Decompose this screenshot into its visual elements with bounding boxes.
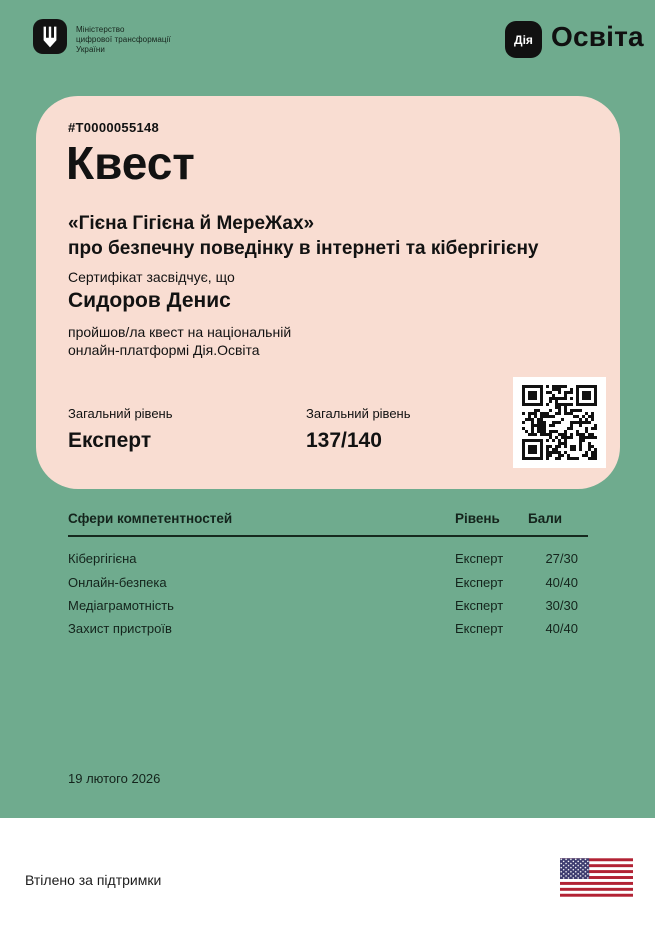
competency-level: Експерт — [455, 598, 504, 613]
usa-flag-icon — [560, 858, 633, 897]
overall-score-value: 137/140 — [306, 429, 382, 452]
table-header-score: Бали — [528, 511, 563, 526]
competency-area: Медіаграмотність — [68, 598, 174, 613]
overall-score-label: Загальний рівень — [306, 406, 411, 421]
certificate-id: #T0000055148 — [68, 120, 160, 135]
quest-title: «Гієна Гігієна й МереЖах» — [68, 213, 315, 234]
supported-by-text: Втілено за підтримки — [25, 872, 162, 888]
ministry-line: України — [76, 45, 105, 54]
brand-name: Освіта — [551, 21, 644, 52]
recipient-name: Сидоров Денис — [68, 289, 231, 312]
competency-score: 40/40 — [545, 575, 578, 590]
issue-date: 19 лютого 2026 — [68, 771, 161, 786]
competency-score: 40/40 — [545, 621, 578, 636]
attest-text: Сертифікат засвідчує, що — [68, 269, 235, 285]
ministry-line: цифрової трансформації — [76, 35, 171, 44]
table-divider — [68, 535, 588, 537]
completion-line: онлайн-платформі Дія.Освіта — [68, 342, 260, 358]
competency-level: Експерт — [455, 575, 504, 590]
competency-area: Онлайн-безпека — [68, 575, 167, 590]
ministry-line: Міністерство — [76, 25, 125, 34]
trident-icon — [33, 19, 67, 54]
qr-code — [513, 377, 606, 468]
competency-area: Кібергігієна — [68, 551, 137, 566]
certificate-type-title: Квест — [66, 137, 195, 189]
competency-score: 30/30 — [545, 598, 578, 613]
table-row — [0, 575, 655, 591]
table-row — [0, 621, 655, 637]
table-row — [0, 598, 655, 614]
completion-text — [68, 323, 291, 359]
competency-level: Експерт — [455, 551, 504, 566]
competency-score: 27/30 — [545, 551, 578, 566]
ministry-name — [76, 25, 171, 55]
competency-level: Експерт — [455, 621, 504, 636]
table-header-level: Рівень — [455, 511, 500, 526]
diia-badge-label: Дія — [514, 32, 533, 47]
completion-line: пройшов/ла квест на національній — [68, 324, 292, 340]
table-header-areas: Сфери компетентностей — [68, 511, 233, 526]
quest-subtitle: про безпечну поведінку в інтернеті та кібергігієну — [68, 238, 539, 259]
certificate-card — [36, 96, 620, 489]
table-row — [0, 551, 655, 567]
competency-area: Захист пристроїв — [68, 621, 172, 636]
overall-level-label: Загальний рівень — [68, 406, 173, 421]
overall-level-value: Експерт — [68, 429, 152, 452]
diia-icon — [505, 21, 542, 58]
